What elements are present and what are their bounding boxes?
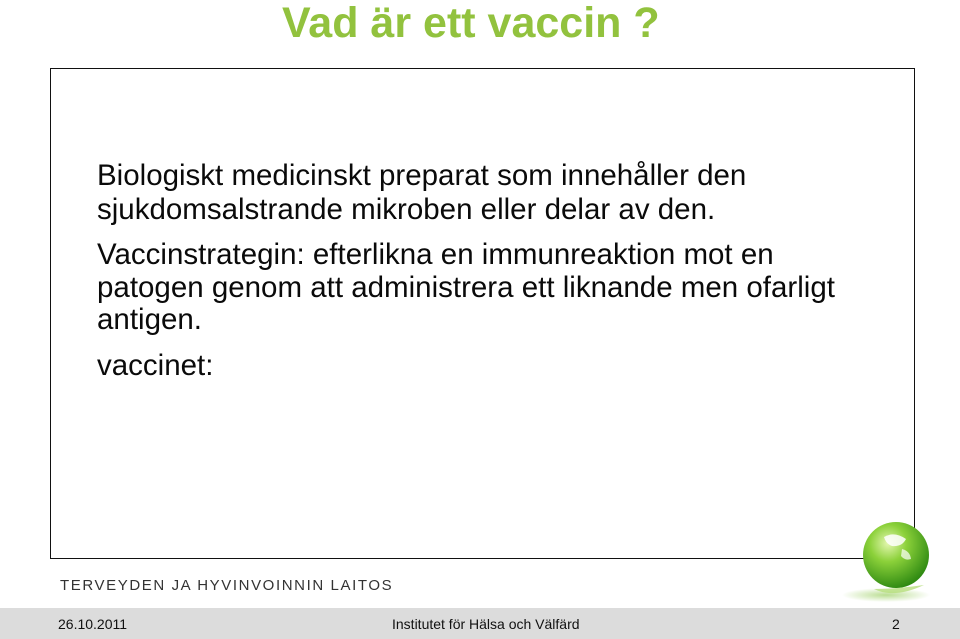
- paragraph-3-line-1: vaccinet:: [97, 349, 214, 382]
- paragraph-2-line-2: patogen genom att administrera ett liknande men ofarligt: [97, 271, 835, 304]
- paragraph-2-line-3: antigen.: [97, 303, 202, 336]
- organization-name: TERVEYDEN JA HYVINVOINNIN LAITOS: [60, 577, 394, 594]
- green-globe-icon: [834, 515, 934, 605]
- footer-institute: Institutet för Hälsa och Välfärd: [392, 616, 580, 632]
- slide-title: Vad är ett vaccin ?: [282, 0, 660, 47]
- footer-bar: [0, 608, 960, 639]
- paragraph-2-line-1: Vaccinstrategin: efterlikna en immunreaktion mot en: [97, 238, 774, 271]
- paragraph-1-line-1: Biologiskt medicinskt preparat som innehåller den: [97, 159, 747, 192]
- paragraph-1-line-2: sjukdomsalstrande mikroben eller delar av den.: [97, 193, 716, 226]
- page-number: 2: [892, 616, 900, 632]
- footer-date: 26.10.2011: [58, 616, 128, 632]
- content-box: [50, 68, 915, 559]
